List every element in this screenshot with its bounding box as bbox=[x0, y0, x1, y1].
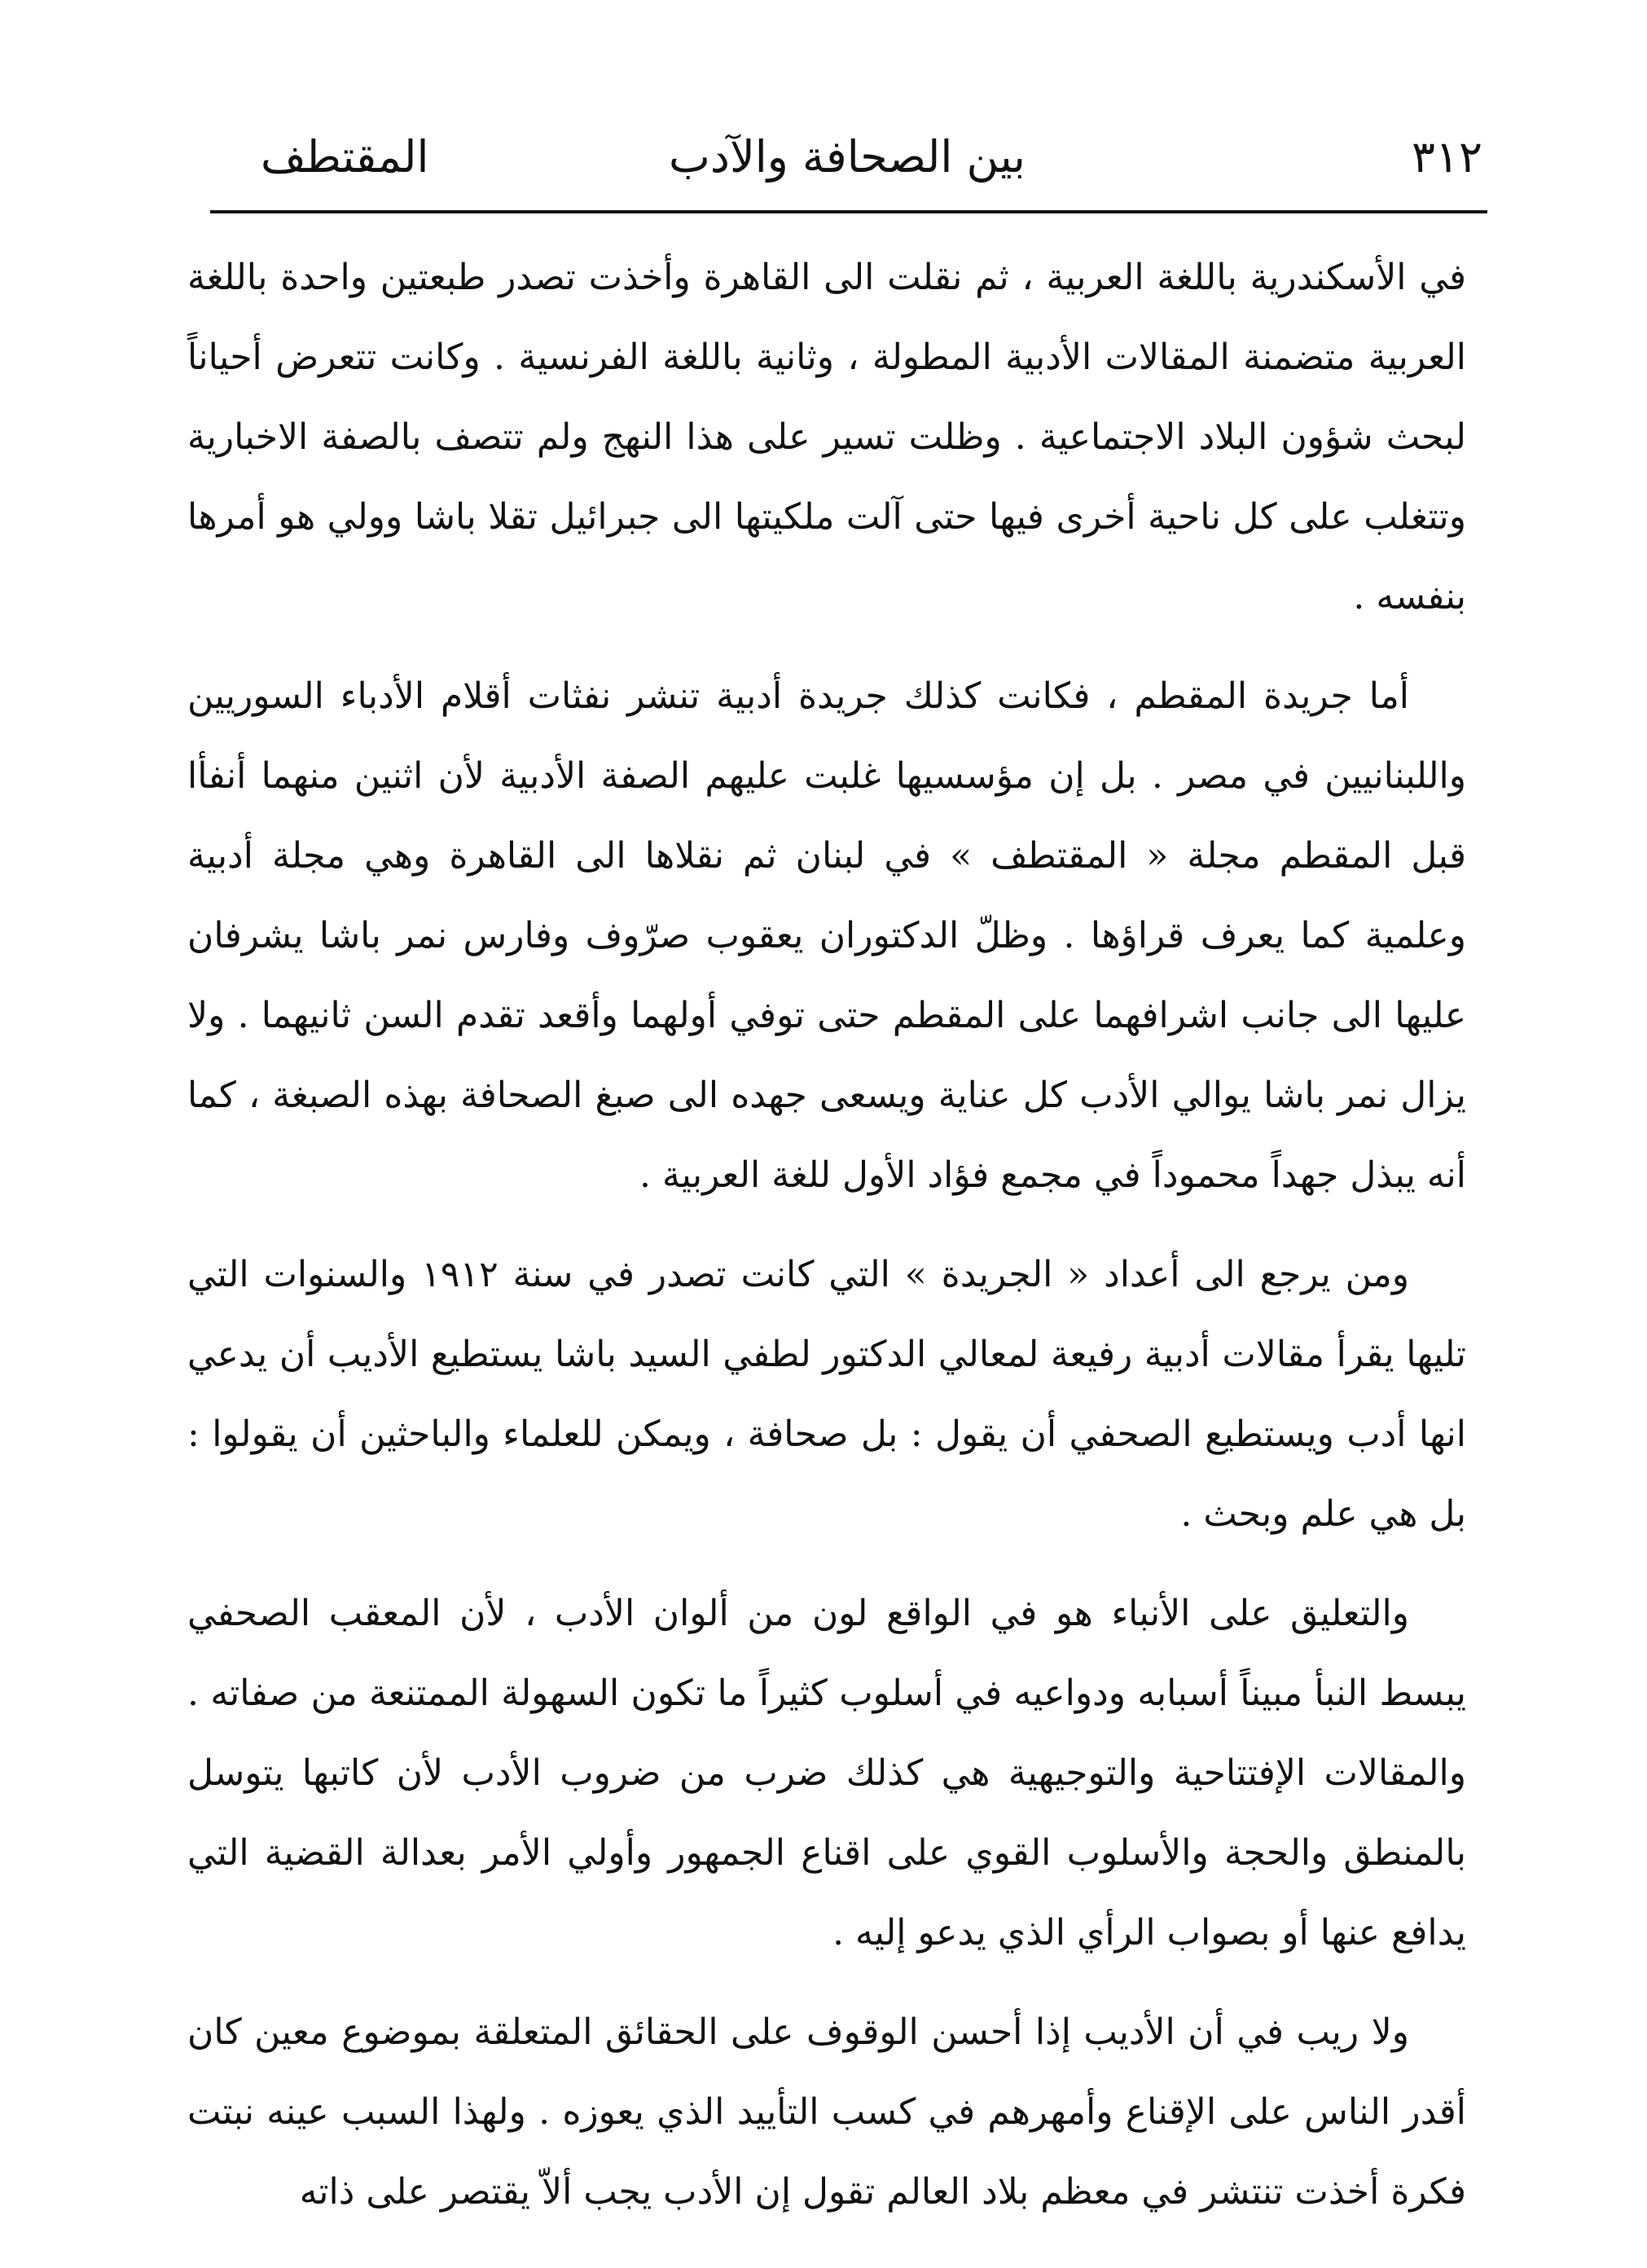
paragraph-4: والتعليق على الأنباء هو في الواقع لون من ألوان الأدب ، لأن المعقب الصحفي يبسط النبأ مبيناً أسبابه ودواعيه في أسلوب كثيراً ما تكون السهولة الممتنعة من صفاته . والمقالات الإفتتاحية والتوجيهية هي كذلك ضرب من ضروب الأدب لأن كاتبها يتوسل بالمنطق والحجة والأسلوب القوي على اقناع الجمهور وأولي الأمر بعدالة القضية التي يدافع عنها أو بصواب الرأي الذي يدعو إليه . bbox=[187, 1593, 1466, 1954]
article-body bbox=[187, 238, 1466, 2252]
journal-name: المقتطف bbox=[261, 131, 429, 182]
page-number: ٣١٢ bbox=[1411, 131, 1482, 182]
header-rule bbox=[210, 210, 1487, 213]
paragraph-5: ولا ريب في أن الأديب إذا أحسن الوقوف على الحقائق المتعلقة بموضوع معين كان أقدر الناس على الإقناع وأمهرهم في كسب التأييد الذي يعوزه . ولهذا السبب عينه نبتت فكرة أخذت تنتشر في معظم بلاد العالم تقول إن الأدب يجب ألاّ يقتصر على ذاته bbox=[187, 2011, 1466, 2213]
running-title: بين الصحافة والآدب bbox=[669, 131, 1026, 182]
paragraph-1: في الأسكندرية باللغة العربية ، ثم نقلت الى القاهرة وأخذت تصدر طبعتين واحدة باللغة العربية متضمنة المقالات الأدبية المطولة ، وثانية باللغة الفرنسية . وكانت تتعرض أحياناً لبحث شؤون البلاد الاجتماعية . وظلت تسير على هذا النهج ولم تتصف بالصفة الاخبارية وتتغلب على كل ناحية أخرى فيها حتى آلت ملكيتها الى جبرائيل تقلا باشا وولي هو أمرها بنفسه . bbox=[187, 257, 1466, 618]
page-header bbox=[212, 121, 1482, 194]
paragraph-3: ومن يرجع الى أعداد « الجريدة » التي كانت تصدر في سنة ١٩١٢ والسنوات التي تليها يقرأ مقالات أدبية رفيعة لمعالي الدكتور لطفي السيد باشا يستطيع الأديب أن يدعي انها أدب ويستطيع الصحفي أن يقول : بل صحافة ، ويمكن للعلماء والباحثين أن يقولوا : بل هي علم وبحث . bbox=[187, 1254, 1466, 1535]
paragraph-2: أما جريدة المقطم ، فكانت كذلك جريدة أدبية تنشر نفثات أقلام الأدباء السوريين واللبنانيين في مصر . بل إن مؤسسيها غلبت عليهم الصفة الأدبية لأن اثنين منهما أنفأا قبل المقطم مجلة « المقتطف » في لبنان ثم نقلاها الى القاهرة وهي مجلة أدبية وعلمية كما يعرف قراؤها . وظلّ الدكتوران يعقوب صرّوف وفارس نمر باشا يشرفان عليها الى جانب اشرافهما على المقطم حتى توفي أولهما وأقعد تقدم السن ثانيهما . ولا يزال نمر باشا يوالي الأدب كل عناية ويسعى جهده الى صبغ الصحافة بهذه الصبغة ، كما أنه يبذل جهداً محموداً في مجمع فؤاد الأول للغة العربية . bbox=[187, 675, 1466, 1196]
